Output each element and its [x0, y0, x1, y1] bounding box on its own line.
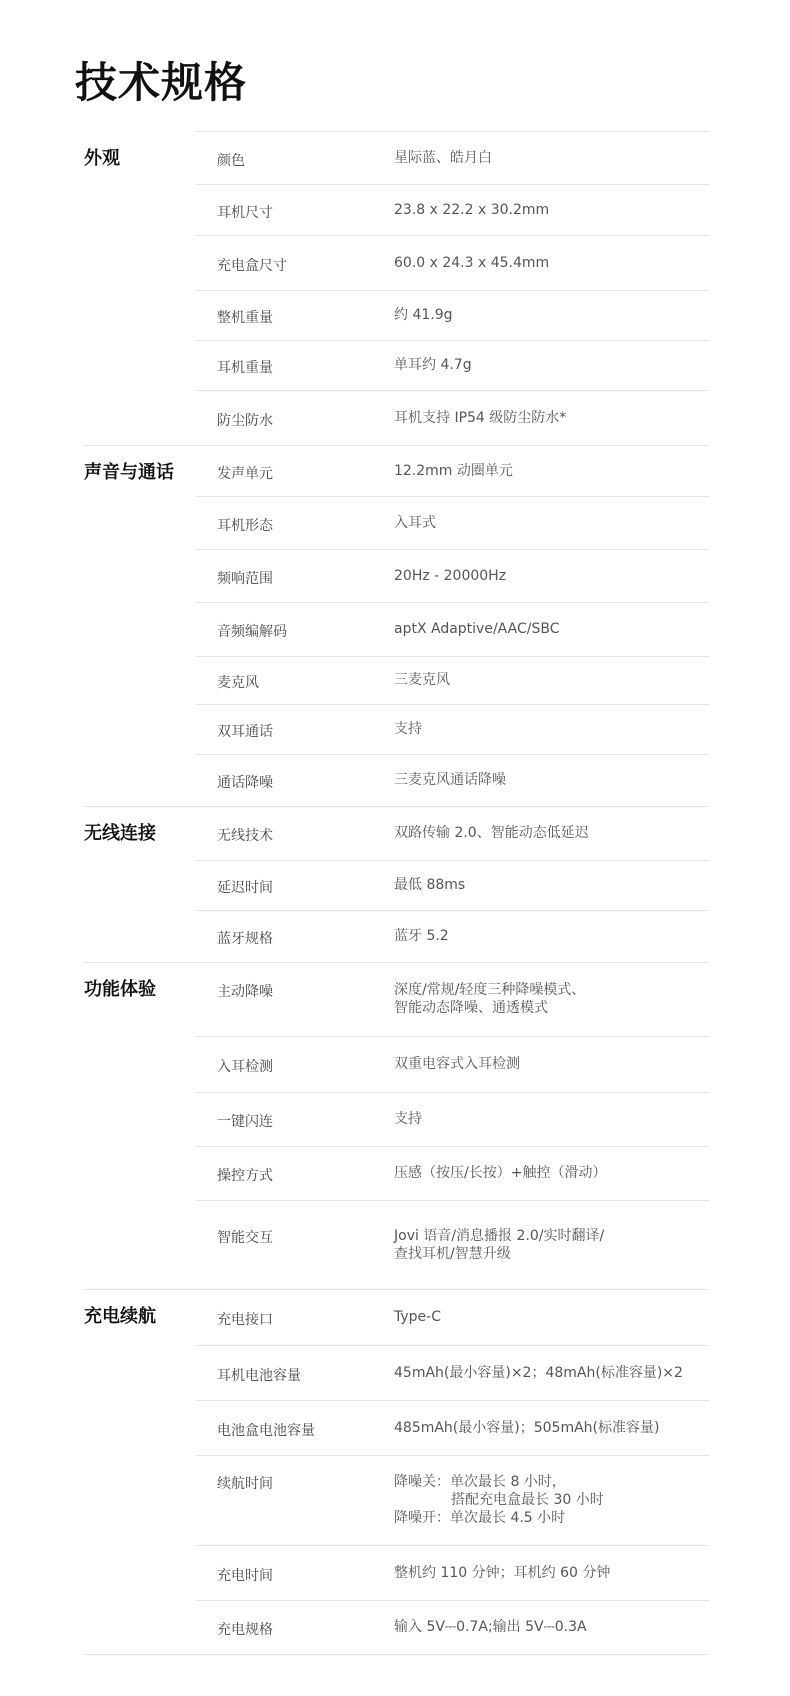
spec-label: 主动降噪	[217, 984, 273, 1000]
row-divider	[196, 390, 709, 391]
spec-value	[394, 981, 585, 1017]
spec-value	[394, 149, 492, 167]
row-divider	[196, 704, 709, 705]
spec-value-line: 12.2mm 动圈单元	[394, 463, 513, 479]
spec-value-line: 单耳约 4.7g	[394, 357, 472, 373]
category-divider	[84, 1289, 709, 1290]
spec-value	[394, 1055, 520, 1073]
row-divider	[196, 290, 709, 291]
spec-value	[394, 1473, 604, 1527]
spec-label: 充电规格	[217, 1622, 273, 1638]
row-divider	[196, 184, 709, 185]
spec-value	[394, 824, 589, 842]
spec-value	[394, 514, 436, 532]
spec-label: 蓝牙规格	[217, 931, 273, 947]
spec-value-line: Jovi 语音/消息播报 2.0/实时翻译/	[394, 1228, 605, 1244]
spec-value	[394, 356, 472, 374]
row-divider	[196, 602, 709, 603]
row-divider	[196, 340, 709, 341]
spec-value-line: aptX Adaptive/AAC/SBC	[394, 621, 560, 637]
spec-value-line: 约 41.9g	[394, 307, 453, 323]
spec-value-line: 双重电容式入耳检测	[394, 1056, 520, 1072]
row-divider	[196, 910, 709, 911]
spec-value-line: 485mAh(最小容量)；505mAh(标准容量)	[394, 1420, 660, 1436]
row-divider	[196, 549, 709, 550]
category-label: 无线连接	[84, 823, 156, 844]
spec-label: 通话降噪	[217, 775, 273, 791]
spec-value-line: Type-C	[394, 1309, 441, 1325]
spec-value-line: 三麦克风通话降噪	[394, 772, 506, 788]
row-divider	[196, 1200, 709, 1201]
spec-value	[394, 1419, 659, 1437]
category-divider	[84, 962, 709, 963]
spec-value-line: 耳机支持 IP54 级防尘防水*	[394, 410, 567, 426]
spec-value-line: 蓝牙 5.2	[394, 928, 449, 944]
spec-label: 操控方式	[217, 1168, 273, 1184]
row-divider	[196, 1092, 709, 1093]
spec-value-line: 三麦克风	[394, 672, 450, 688]
spec-value	[394, 771, 506, 789]
spec-value	[394, 567, 506, 585]
spec-value	[394, 671, 450, 689]
spec-value-line: 60.0 x 24.3 x 45.4mm	[394, 255, 550, 271]
spec-value-line: 查找耳机/智慧升级	[394, 1246, 511, 1262]
spec-value	[394, 1227, 604, 1263]
spec-label: 耳机重量	[217, 360, 273, 376]
row-divider	[196, 1400, 709, 1401]
spec-label: 耳机尺寸	[217, 205, 273, 221]
spec-value-line: 压感（按压/长按）+触控（滑动）	[394, 1165, 607, 1181]
spec-label: 充电盒尺寸	[217, 258, 287, 274]
spec-value	[394, 720, 422, 738]
spec-label: 入耳检测	[217, 1059, 273, 1075]
spec-label: 整机重量	[217, 310, 273, 326]
spec-label: 电池盒电池容量	[217, 1423, 315, 1439]
row-divider	[196, 1545, 709, 1546]
category-divider	[84, 1654, 709, 1655]
spec-value	[394, 409, 566, 427]
spec-value	[394, 927, 449, 945]
row-divider	[196, 1036, 709, 1037]
spec-label: 颜色	[217, 153, 245, 169]
row-divider	[196, 1600, 709, 1601]
spec-value	[394, 620, 559, 638]
spec-value-line: 搭配充电盒最长 30 小时	[451, 1492, 604, 1508]
spec-label: 智能交互	[217, 1230, 273, 1246]
row-divider	[196, 235, 709, 236]
spec-value	[394, 1308, 441, 1326]
spec-value-line: 23.8 x 22.2 x 30.2mm	[394, 202, 550, 218]
spec-value	[394, 462, 513, 480]
spec-value	[394, 1110, 422, 1128]
spec-label: 充电时间	[217, 1568, 273, 1584]
spec-label: 音频编解码	[217, 624, 287, 640]
spec-value-line: 入耳式	[394, 515, 436, 531]
category-divider	[84, 806, 709, 807]
spec-value-line: 45mAh(最小容量)×2；48mAh(标准容量)×2	[394, 1365, 683, 1381]
spec-value-line: 星际蓝、皓月白	[394, 150, 492, 166]
category-label: 充电续航	[84, 1306, 156, 1327]
spec-value	[394, 1164, 606, 1182]
spec-value	[394, 876, 465, 894]
row-divider	[196, 754, 709, 755]
spec-value	[394, 254, 549, 272]
category-label: 功能体验	[84, 979, 156, 1000]
spec-value	[394, 1364, 683, 1382]
row-divider	[196, 656, 709, 657]
spec-label: 双耳通话	[217, 724, 273, 740]
header-divider	[196, 131, 709, 132]
spec-value-line: 20Hz - 20000Hz	[394, 568, 507, 584]
spec-value-line: 双路传输 2.0、智能动态低延迟	[394, 825, 589, 841]
row-divider	[196, 1455, 709, 1456]
spec-value	[394, 1618, 587, 1636]
spec-label: 延迟时间	[217, 880, 273, 896]
spec-value	[394, 1564, 610, 1582]
row-divider	[196, 1345, 709, 1346]
row-divider	[196, 1146, 709, 1147]
spec-label: 充电接口	[217, 1312, 273, 1328]
spec-value-line: 支持	[394, 721, 422, 737]
spec-label: 续航时间	[217, 1476, 273, 1492]
spec-label: 一键闪连	[217, 1114, 273, 1130]
spec-value-line: 支持	[394, 1111, 422, 1127]
spec-value-line: 降噪开：单次最长 4.5 小时	[394, 1510, 566, 1526]
spec-label: 耳机电池容量	[217, 1368, 301, 1384]
spec-value-line: 最低 88ms	[394, 877, 466, 893]
spec-label: 耳机形态	[217, 518, 273, 534]
spec-label: 无线技术	[217, 828, 273, 844]
category-label: 声音与通话	[84, 462, 174, 483]
spec-value	[394, 201, 549, 219]
spec-label: 防尘防水	[217, 413, 273, 429]
spec-value-line: 整机约 110 分钟；耳机约 60 分钟	[394, 1565, 611, 1581]
row-divider	[196, 860, 709, 861]
spec-value	[394, 306, 453, 324]
spec-label: 频响范围	[217, 571, 273, 587]
spec-label: 麦克风	[217, 675, 259, 691]
page-title: 技术规格	[75, 58, 248, 107]
spec-value-line: 降噪关：单次最长 8 小时，	[394, 1474, 566, 1490]
spec-value-line: 深度/常规/轻度三种降噪模式、	[394, 982, 586, 998]
spec-label: 发声单元	[217, 466, 273, 482]
category-divider	[84, 445, 709, 446]
spec-value-line: 智能动态降噪、通透模式	[394, 1000, 548, 1016]
row-divider	[196, 496, 709, 497]
spec-value-line: 输入 5V⎓0.7A;输出 5V⎓0.3A	[394, 1619, 587, 1635]
category-label: 外观	[84, 148, 120, 169]
